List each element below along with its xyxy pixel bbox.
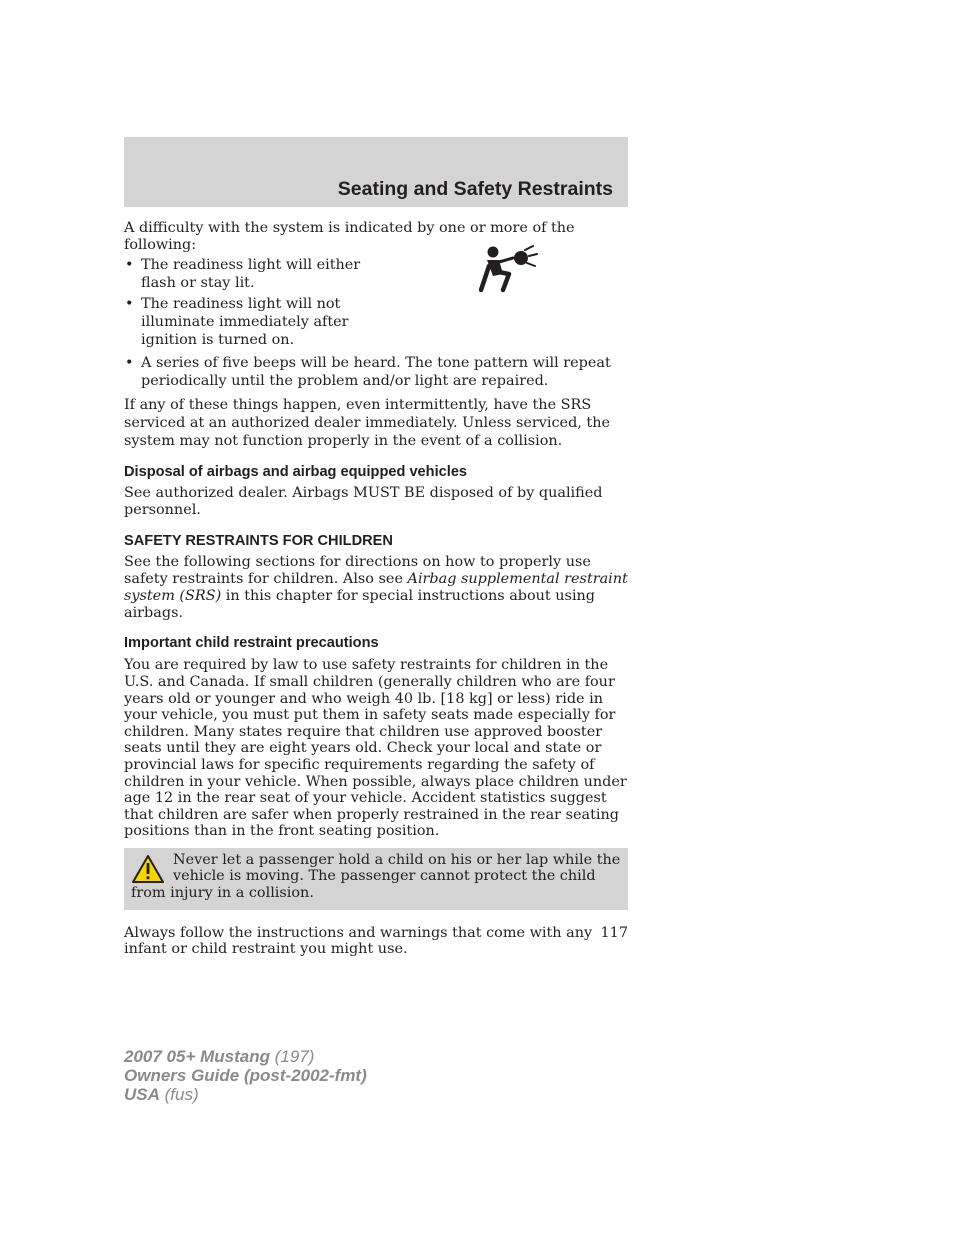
- precautions-heading: Important child restraint precautions: [124, 635, 379, 652]
- warning-triangle-icon: [131, 854, 165, 884]
- disposal-text: See authorized dealer. Airbags MUST BE disposed of by qualified personnel.: [124, 485, 603, 519]
- list-item: • The readiness light will not illuminate immediately after ignition is turned on.: [125, 296, 349, 348]
- document-footer: [124, 1047, 367, 1104]
- page-number: 117: [600, 925, 628, 941]
- page-content: [124, 220, 628, 958]
- disposal-heading: Disposal of airbags and airbag equipped vehicles: [124, 464, 468, 481]
- precautions-text: You are required by law to use safety restraints for children in the U.S. and Canada. If small children (generally children who are four years old or younger and who weigh 40 lb. [18 kg] or less) ride in your vehicle, you must put them in safety seats made especially for children. Many states require that children use approved booster seats until they are eight years old. Check your local and state or provincial laws for specific requirements regarding the safety of children in your vehicle. When possible, always place children under age 12 in the rear seat of your vehicle. Accident statistics suggest that children are safer when properly restrained in the rear seating positions than in the front seating position.: [124, 657, 627, 840]
- airbag-indicator-icon: [479, 244, 539, 296]
- closing-text: Always follow the instructions and warnings that come with any infant or child restraint you might use.: [124, 924, 593, 958]
- footer-line-2: Owners Guide (post-2002-fmt): [124, 1066, 367, 1085]
- indicator-list: [124, 257, 628, 390]
- children-text: See the following sections for directions on how to properly use safety restraints for children. Also see Airbag supplemental restraint system (SRS) in this chapter for special instructions about using airbags.: [124, 554, 628, 622]
- warning-box: [124, 848, 628, 910]
- footer-line-3: USA (fus): [124, 1085, 199, 1104]
- list-item: • The readiness light will either flash or stay lit.: [125, 257, 361, 291]
- footer-line-1: 2007 05+ Mustang (197): [124, 1047, 315, 1066]
- section-title: Seating and Safety Restraints: [337, 178, 613, 200]
- children-heading: SAFETY RESTRAINTS FOR CHILDREN: [124, 533, 393, 550]
- section-header: [124, 137, 628, 207]
- list-item: • A series of five beeps will be heard. The tone pattern will repeat periodically until the problem and/or light are repaired.: [125, 355, 611, 389]
- srs-reference: Airbag supplemental restraint system (SRS): [124, 571, 628, 605]
- warning-text: Never let a passenger hold a child on his or her lap while the vehicle is moving. The passenger cannot protect the child from injury in a collision.: [131, 851, 621, 902]
- srs-paragraph: If any of these things happen, even intermittently, have the SRS serviced at an authorized dealer immediately. Unless serviced, the system may not function properly in the event of a collision.: [124, 397, 610, 450]
- intro-text: A difficulty with the system is indicated by one or more of the following:: [124, 220, 575, 253]
